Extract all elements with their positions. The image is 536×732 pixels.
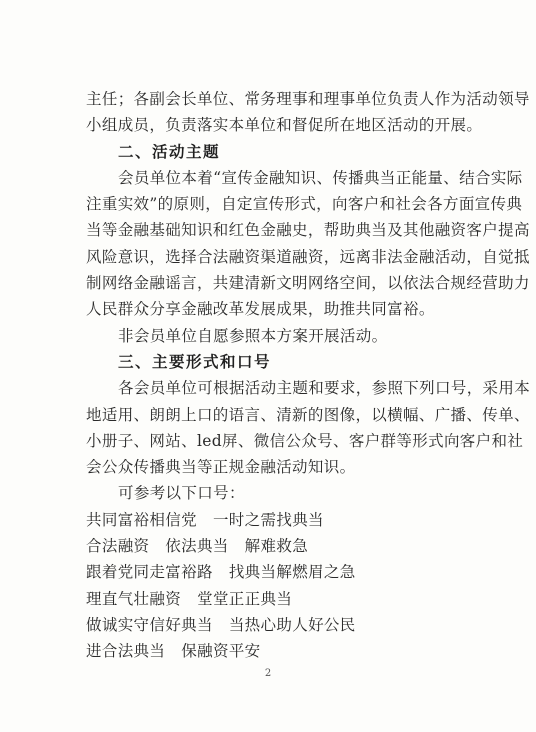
slogan-part-b: 保融资平安 bbox=[181, 642, 261, 661]
non-member-note: 非会员单位自愿参照本方案开展活动。 bbox=[118, 326, 388, 345]
section-2-line-1: 会员单位本着“宣传金融知识、传播典当正能量、结合实际 bbox=[118, 168, 523, 187]
slogan-part-a: 做诚实守信好典当 bbox=[86, 615, 213, 634]
slogan-line bbox=[86, 612, 458, 638]
slogan-part-b: 一时之需找典当 bbox=[212, 510, 324, 529]
section-2-line-4: 风险意识，选择合法融资渠道融资，远离非法金融活动，自觉抵 bbox=[86, 247, 530, 266]
section-3-line-2: 地适用、朗朗上口的语言、清新的图像，以横幅、广播、传单、 bbox=[86, 405, 530, 424]
slogan-part-a: 合法融资 依法典当 bbox=[86, 537, 229, 556]
section-2-line-2: 注重实效”的原则，自定宣传形式，向客户和社会各方面宣传典 bbox=[86, 195, 523, 214]
section-2-line-3: 当等金融基础知识和红色金融史，帮助典当及其他融资客户提高 bbox=[86, 221, 530, 240]
slogan-line bbox=[86, 507, 458, 533]
slogan-part-a: 进合法典当 bbox=[86, 642, 166, 661]
section-2-line-5: 制网络金融谣言，共建清新文明网络空间，以依法合规经营助力 bbox=[86, 274, 530, 293]
document-body bbox=[86, 86, 531, 665]
intro-line-2: 小组成员，负责落实本单位和督促所在地区活动的开展。 bbox=[86, 116, 483, 135]
slogan-line bbox=[86, 533, 458, 559]
slogan-line bbox=[86, 559, 458, 585]
slogan-part-a: 跟着党同走富裕路 bbox=[86, 563, 213, 582]
slogan-line bbox=[86, 638, 458, 664]
section-3-heading: 三、主要形式和口号 bbox=[118, 352, 272, 371]
section-3-line-3: 小册子、网站、led屏、微信公众号、客户群等形式向客户和社 bbox=[86, 431, 524, 450]
slogan-part-b: 当热心助人好公民 bbox=[228, 615, 356, 634]
slogan-part-b: 堂堂正正典当 bbox=[197, 589, 293, 608]
section-2-heading: 二、活动主题 bbox=[118, 142, 221, 161]
section-2-line-6: 人民群众分享金融改革发展成果，助推共同富裕。 bbox=[86, 300, 435, 319]
slogan-line bbox=[86, 586, 458, 612]
intro-line-1: 主任；各副会长单位、常务理事和理事单位负责人作为活动领导 bbox=[86, 90, 530, 108]
section-3-line-1: 各会员单位可根据活动主题和要求，参照下列口号，采用本 bbox=[118, 379, 531, 398]
slogan-part-b: 解难救急 bbox=[244, 537, 309, 556]
section-3-line-4: 会公众传播典当等正规金融活动知识。 bbox=[86, 458, 356, 477]
slogans-intro: 可参考以下口号： bbox=[118, 484, 245, 503]
page-number: 2 bbox=[264, 668, 272, 679]
slogan-part-b: 找典当解燃眉之急 bbox=[228, 563, 356, 582]
slogan-part-a: 共同富裕相信党 bbox=[86, 510, 197, 529]
slogan-part-a: 理直气壮融资 bbox=[86, 589, 182, 608]
